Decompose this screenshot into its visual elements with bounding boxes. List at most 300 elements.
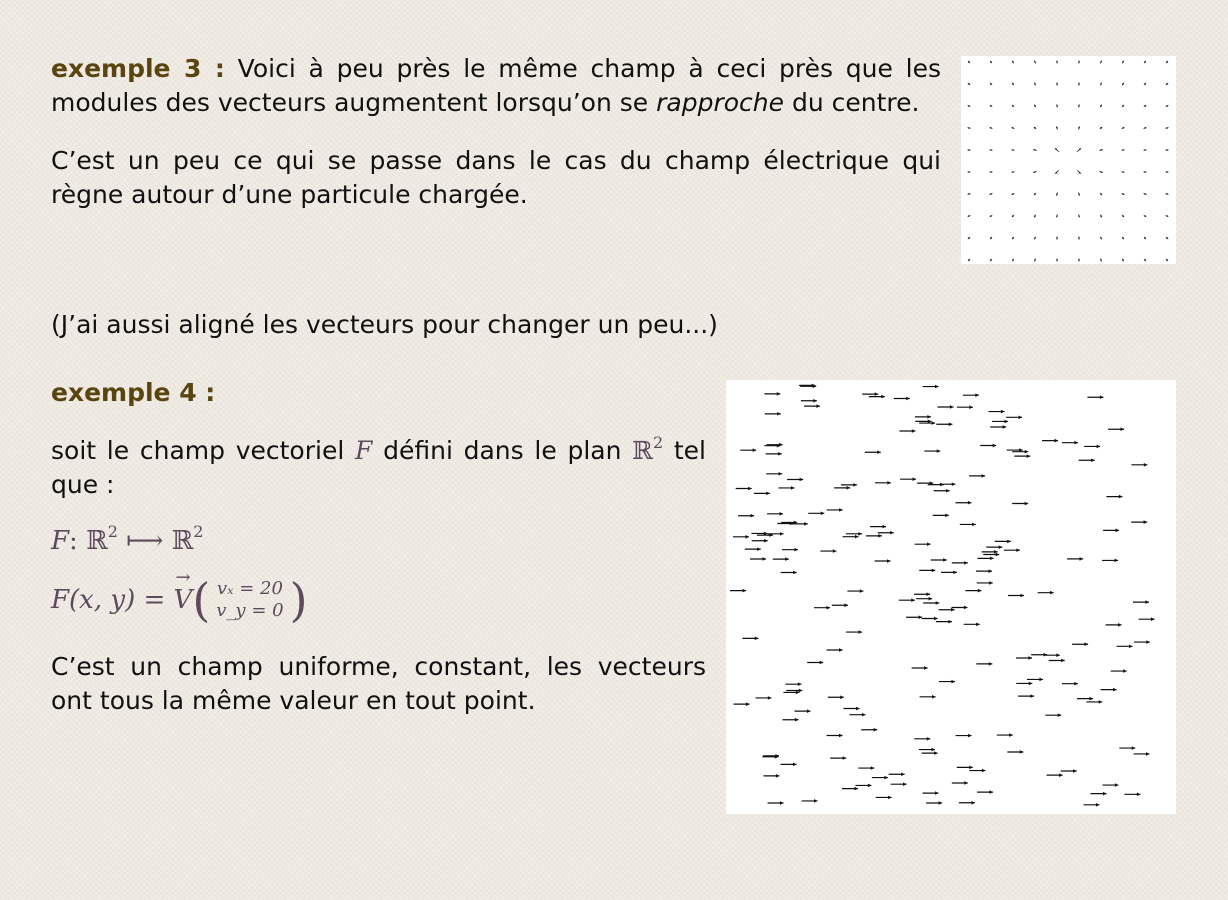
radial-arrow [967, 149, 970, 151]
example3-charge-paragraph: C’est un peu ce qui se passe dans le cas du champ électrique qui règne autour d’une particule chargée. [51, 146, 941, 209]
uniform-arrow [750, 557, 766, 561]
vector-components: ( vₓ = 20 v_y = 0 ) [192, 573, 308, 627]
radial-arrow [1012, 193, 1015, 195]
uniform-arrow [976, 662, 992, 666]
uniform-arrow [1106, 495, 1122, 499]
uniform-arrow [827, 508, 843, 512]
uniform-arrow [1016, 682, 1032, 686]
uniform-arrow [957, 405, 973, 409]
uniform-arrow [1083, 803, 1099, 807]
uniform-arrow [1038, 591, 1054, 595]
radial-arrow [1143, 171, 1146, 173]
example3-emphasis: rapproche [656, 88, 785, 117]
uniform-arrow [899, 598, 915, 602]
uniform-arrow [1045, 713, 1061, 717]
uniform-arrow [841, 483, 857, 487]
uniform-arrow [804, 404, 820, 408]
uniform-arrow [986, 545, 1002, 549]
radial-arrow [1122, 61, 1124, 64]
radial-arrow [1165, 171, 1168, 173]
uniform-arrow [922, 751, 938, 755]
uniform-arrow [957, 766, 973, 770]
uniform-arrow [1134, 640, 1150, 644]
uniform-arrow [923, 791, 939, 795]
uniform-arrow [745, 547, 761, 551]
radial-arrow [1055, 148, 1059, 151]
uniform-arrow [919, 748, 935, 752]
component-vx: vₓ = 20 [216, 578, 283, 599]
uniform-arrow [872, 776, 888, 780]
uniform-arrow [808, 511, 824, 515]
radial-arrow [968, 127, 971, 129]
uniform-arrow [814, 606, 830, 610]
radial-arrow [1144, 61, 1146, 63]
uniform-arrow [1117, 645, 1133, 649]
radial-arrow [1100, 61, 1102, 64]
uniform-arrow [752, 539, 768, 543]
radial-arrow [1166, 83, 1168, 85]
radial-arrow [1166, 105, 1169, 107]
uniform-arrow [828, 695, 844, 699]
radial-arrow [990, 105, 993, 107]
uniform-arrow [807, 661, 823, 665]
radial-arrow [990, 215, 992, 217]
uniform-arrow [1072, 642, 1088, 646]
radial-arrow [1012, 105, 1014, 107]
radial-arrow [1166, 127, 1169, 129]
radial-arrow [1166, 193, 1169, 195]
radial-arrow [1012, 61, 1014, 64]
uniform-arrow [969, 474, 985, 478]
uniform-arrow [951, 606, 967, 610]
radial-arrow [1099, 149, 1102, 151]
uniform-arrow [914, 737, 930, 741]
radial-arrow [967, 171, 970, 173]
uniform-arrow [955, 501, 971, 505]
uniform-arrow [924, 449, 940, 453]
uniform-arrow [861, 728, 877, 732]
uniform-arrow [764, 392, 780, 396]
radial-arrow [990, 127, 993, 129]
uniform-arrow [767, 512, 783, 516]
radial-arrow [1122, 193, 1125, 195]
uniform-arrow [878, 531, 894, 535]
uniform-arrow [982, 550, 998, 554]
uniform-arrow [916, 597, 932, 601]
uniform-arrow [783, 691, 799, 695]
uniform-arrow [842, 787, 858, 791]
radial-arrow [1166, 259, 1168, 261]
uniform-arrow [849, 713, 865, 717]
radial-arrow [1122, 237, 1124, 240]
radial-arrow [968, 237, 970, 239]
radial-arrow [990, 83, 992, 85]
uniform-vector-field-figure [726, 380, 1176, 814]
radial-arrow [1121, 149, 1124, 151]
radial-arrow [1011, 149, 1014, 151]
radial-arrow [1144, 127, 1147, 129]
radial-arrow [989, 171, 992, 173]
uniform-arrow [912, 666, 928, 670]
radial-arrow [1056, 82, 1058, 85]
uniform-arrow [773, 557, 789, 561]
uniform-arrow [778, 486, 794, 490]
uniform-arrow [1012, 502, 1028, 506]
uniform-arrow [936, 620, 952, 624]
radial-arrow [1056, 60, 1058, 63]
radial-arrow [1078, 258, 1080, 261]
uniform-arrow [977, 790, 993, 794]
mapping-codomain: ℝ [171, 526, 194, 556]
radial-arrow [990, 259, 992, 261]
example4-definition [51, 567, 308, 628]
uniform-arrow [738, 514, 754, 518]
uniform-arrow [830, 756, 846, 760]
example4-keyword [51, 376, 215, 410]
example4-keyword-text: exemple 4 : [51, 378, 216, 407]
uniform-arrow [914, 592, 930, 596]
radial-arrow [1034, 105, 1036, 108]
radial-arrow [1034, 127, 1036, 129]
uniform-arrow [891, 782, 907, 786]
uniform-arrow [787, 478, 803, 482]
radial-arrow [1122, 215, 1124, 217]
uniform-arrow [846, 630, 862, 634]
uniform-arrow [983, 553, 999, 557]
example3-text-b: du centre. [784, 88, 920, 117]
uniform-arrow [1084, 445, 1100, 449]
radial-arrow [1099, 171, 1102, 173]
radial-arrow [968, 259, 970, 261]
radial-arrow [1100, 237, 1102, 240]
radial-arrow [1056, 214, 1058, 217]
uniform-arrow [827, 734, 843, 738]
uniform-arrow [786, 689, 802, 693]
radial-arrow [968, 61, 970, 63]
uniform-arrow [899, 429, 915, 433]
uniform-arrow [847, 589, 863, 593]
uniform-arrow [1027, 678, 1043, 682]
radial-arrow [1034, 237, 1036, 240]
aside-note: (J’ai aussi aligné les vecteurs pour changer un peu...) [51, 310, 718, 339]
definition-lhs: F(x, y) = [51, 585, 174, 615]
radial-arrow [1078, 236, 1080, 239]
radial-arrow [1121, 171, 1124, 173]
uniform-arrow [1077, 697, 1093, 701]
example3-paragraph [51, 52, 941, 120]
uniform-arrow [755, 696, 771, 700]
uniform-arrow [926, 801, 942, 805]
uniform-arrow [931, 558, 947, 562]
uniform-arrow [959, 801, 975, 805]
uniform-arrow [977, 581, 993, 585]
radial-arrow [1012, 127, 1015, 129]
mapping-arrow: ⟼ [126, 526, 164, 556]
example4-conclusion: C’est un champ uniforme, constant, les vecteurs ont tous la même valeur en tout point. [51, 652, 706, 715]
uniform-arrow [827, 648, 843, 652]
example4-intro-b: défini dans le plan [372, 436, 633, 465]
radial-arrow [1122, 259, 1124, 262]
radial-arrow [1056, 192, 1058, 195]
radial-arrow [1056, 258, 1058, 261]
radial-arrow [1100, 127, 1102, 129]
component-vy: v_y = 0 [216, 600, 284, 621]
uniform-arrow [1102, 559, 1118, 563]
uniform-arrow [992, 420, 1008, 424]
example4-intro-a: soit le champ vectoriel [51, 436, 356, 465]
radial-vector-field-figure [961, 56, 1176, 264]
radial-arrow [1033, 171, 1036, 173]
uniform-arrow [1091, 792, 1107, 796]
uniform-arrow [1133, 600, 1149, 604]
radial-arrow [1166, 61, 1168, 63]
uniform-arrow [1007, 750, 1023, 754]
radial-arrow [990, 193, 993, 195]
radial-arrow [1055, 170, 1058, 174]
uniform-arrow [876, 796, 892, 800]
radial-arrow [1100, 215, 1102, 218]
uniform-arrow [1134, 752, 1150, 756]
vector-V-letter: V [173, 585, 193, 615]
uniform-arrow [843, 535, 859, 539]
uniform-arrow [937, 405, 953, 409]
uniform-arrow [870, 525, 886, 529]
uniform-arrow [923, 385, 939, 389]
radial-arrow [1144, 193, 1147, 195]
uniform-arrow [781, 763, 797, 767]
example4-R-symbol: ℝ [632, 436, 653, 465]
uniform-arrow [1124, 792, 1140, 796]
radial-arrow [1144, 83, 1146, 85]
uniform-arrow [862, 392, 878, 396]
radial-arrow [990, 61, 992, 63]
radial-arrow [1144, 215, 1146, 217]
radial-arrow [990, 237, 992, 239]
uniform-arrow [1016, 656, 1032, 660]
uniform-arrow [1004, 548, 1020, 552]
uniform-arrow [1062, 682, 1078, 686]
uniform-arrow [978, 557, 994, 561]
radial-arrow [1122, 127, 1125, 129]
uniform-arrow [875, 481, 891, 485]
uniform-arrow [783, 718, 799, 722]
uniform-arrow [989, 410, 1005, 414]
uniform-arrow [1018, 694, 1034, 698]
uniform-arrow [939, 608, 955, 612]
example4-F-symbol: F [355, 436, 373, 465]
example3-keyword: exemple 3 : [51, 54, 225, 83]
uniform-arrow [939, 680, 955, 684]
uniform-arrow [936, 422, 952, 426]
uniform-arrow [956, 734, 972, 738]
uniform-arrow [997, 733, 1013, 737]
radial-arrow [1056, 104, 1058, 107]
uniform-arrow [980, 444, 996, 448]
uniform-arrow [765, 412, 781, 416]
uniform-arrow [875, 559, 891, 563]
uniform-arrow [960, 523, 976, 527]
uniform-arrow [919, 569, 935, 573]
radial-arrow [1144, 237, 1146, 239]
radial-arrow [1077, 148, 1081, 151]
uniform-arrow [964, 623, 980, 627]
uniform-arrow [1042, 439, 1058, 443]
uniform-arrow [976, 569, 992, 573]
example3-text-a: Voici à peu près le même champ à ceci près que les modules des vecteurs augmentent lorsqu’on se [51, 54, 941, 117]
mapping-domain-exp: 2 [107, 522, 118, 542]
uniform-arrow [855, 784, 871, 788]
radial-arrow [1100, 193, 1102, 195]
uniform-arrow [1031, 653, 1047, 657]
uniform-arrow [969, 769, 985, 773]
radial-arrow [1033, 149, 1036, 151]
uniform-arrow [1086, 700, 1102, 704]
radial-arrow [1100, 259, 1102, 262]
radial-arrow [1144, 259, 1146, 261]
uniform-arrow [782, 548, 798, 552]
uniform-arrow [781, 571, 797, 575]
mapping-domain: ℝ [86, 526, 108, 556]
radial-arrow [1078, 104, 1080, 107]
uniform-arrow [742, 637, 758, 641]
uniform-arrow [802, 799, 818, 803]
uniform-arrow [1079, 458, 1095, 462]
uniform-arrow [1008, 594, 1024, 598]
radial-arrow [1034, 215, 1036, 218]
uniform-arrow [1049, 659, 1065, 663]
uniform-arrow [1131, 463, 1147, 467]
uniform-arrow [866, 534, 882, 538]
uniform-arrow [923, 601, 939, 605]
uniform-arrow [730, 589, 746, 593]
uniform-arrow [952, 561, 968, 565]
uniform-arrow [832, 603, 848, 607]
radial-arrow [1034, 259, 1036, 262]
radial-arrow [1078, 192, 1080, 195]
uniform-arrow [995, 540, 1011, 544]
uniform-arrow [1119, 746, 1135, 750]
uniform-arrow [952, 781, 968, 785]
radial-arrow [1034, 61, 1036, 64]
uniform-arrow [858, 766, 874, 770]
radial-arrow [1012, 215, 1014, 217]
radial-arrow [1012, 259, 1014, 262]
uniform-arrow [1103, 529, 1119, 533]
uniform-arrow [1131, 520, 1147, 524]
uniform-arrow [889, 772, 905, 776]
example4-intro-c: tel que : [51, 436, 706, 499]
uniform-arrow [963, 393, 979, 397]
uniform-arrow [1139, 617, 1155, 621]
uniform-arrow [740, 448, 756, 452]
radial-arrow [1078, 60, 1080, 63]
uniform-arrow [763, 774, 779, 778]
radial-arrow [1122, 83, 1124, 85]
uniform-arrow [915, 542, 931, 546]
radial-arrow [1056, 236, 1058, 239]
radial-arrow [1077, 170, 1080, 174]
uniform-arrow [920, 695, 936, 699]
example4-R-exponent: 2 [652, 432, 664, 452]
uniform-arrow [733, 535, 749, 539]
uniform-arrow [1014, 454, 1030, 458]
uniform-arrow [915, 415, 931, 419]
uniform-arrow [1061, 769, 1077, 773]
mapping-F: F [51, 526, 70, 556]
uniform-arrow [1067, 557, 1083, 561]
radial-arrow [1078, 214, 1080, 217]
uniform-arrow [922, 617, 938, 621]
uniform-arrow [834, 486, 850, 490]
radial-arrow [1100, 105, 1102, 108]
uniform-arrow [766, 472, 782, 476]
radial-arrow [1012, 237, 1014, 240]
radial-arrow [1122, 105, 1124, 107]
radial-arrow [1078, 126, 1080, 129]
uniform-arrow [1108, 427, 1124, 431]
radial-arrow [968, 215, 971, 217]
uniform-arrow [869, 395, 885, 399]
uniform-arrow [1102, 783, 1118, 787]
radial-arrow [968, 83, 970, 85]
radial-arrow [1078, 82, 1080, 85]
uniform-arrow [990, 425, 1006, 429]
vector-V: V → [173, 567, 193, 615]
uniform-arrow [933, 514, 949, 518]
radial-arrow [1011, 171, 1014, 173]
uniform-arrow [734, 702, 750, 706]
uniform-arrow [754, 492, 770, 496]
radial-arrow [989, 149, 992, 151]
radial-arrow [1143, 149, 1146, 151]
uniform-arrow [768, 801, 784, 805]
uniform-arrow [795, 709, 811, 713]
radial-arrow [1165, 149, 1168, 151]
uniform-arrow [1101, 688, 1117, 692]
radial-arrow [1166, 215, 1169, 217]
mapping-codomain-exp: 2 [193, 522, 204, 542]
uniform-arrow [1087, 395, 1103, 399]
uniform-arrow [820, 549, 836, 553]
uniform-arrow [1062, 441, 1078, 445]
radial-arrow [968, 193, 971, 195]
uniform-arrow [906, 615, 922, 619]
uniform-arrow [1047, 773, 1063, 777]
radial-arrow [1056, 126, 1058, 129]
mapping-colon: : [69, 526, 78, 556]
uniform-arrow [766, 452, 782, 456]
uniform-arrow [1006, 416, 1022, 420]
radial-arrow [1100, 83, 1102, 86]
uniform-arrow [965, 589, 981, 593]
uniform-arrow [900, 477, 916, 481]
uniform-arrow [785, 682, 801, 686]
uniform-arrow [1106, 623, 1122, 627]
radial-arrow [968, 105, 971, 107]
radial-arrow [1034, 83, 1036, 86]
uniform-arrow [941, 571, 957, 575]
example4-intro [51, 434, 706, 502]
uniform-arrow [736, 487, 752, 491]
uniform-arrow [894, 397, 910, 401]
uniform-arrow [801, 399, 817, 403]
uniform-arrow [1111, 669, 1127, 673]
uniform-arrow [844, 707, 860, 711]
radial-arrow [1144, 105, 1147, 107]
uniform-arrow [934, 489, 950, 493]
radial-arrow [1034, 193, 1036, 195]
radial-arrow [1166, 237, 1168, 239]
